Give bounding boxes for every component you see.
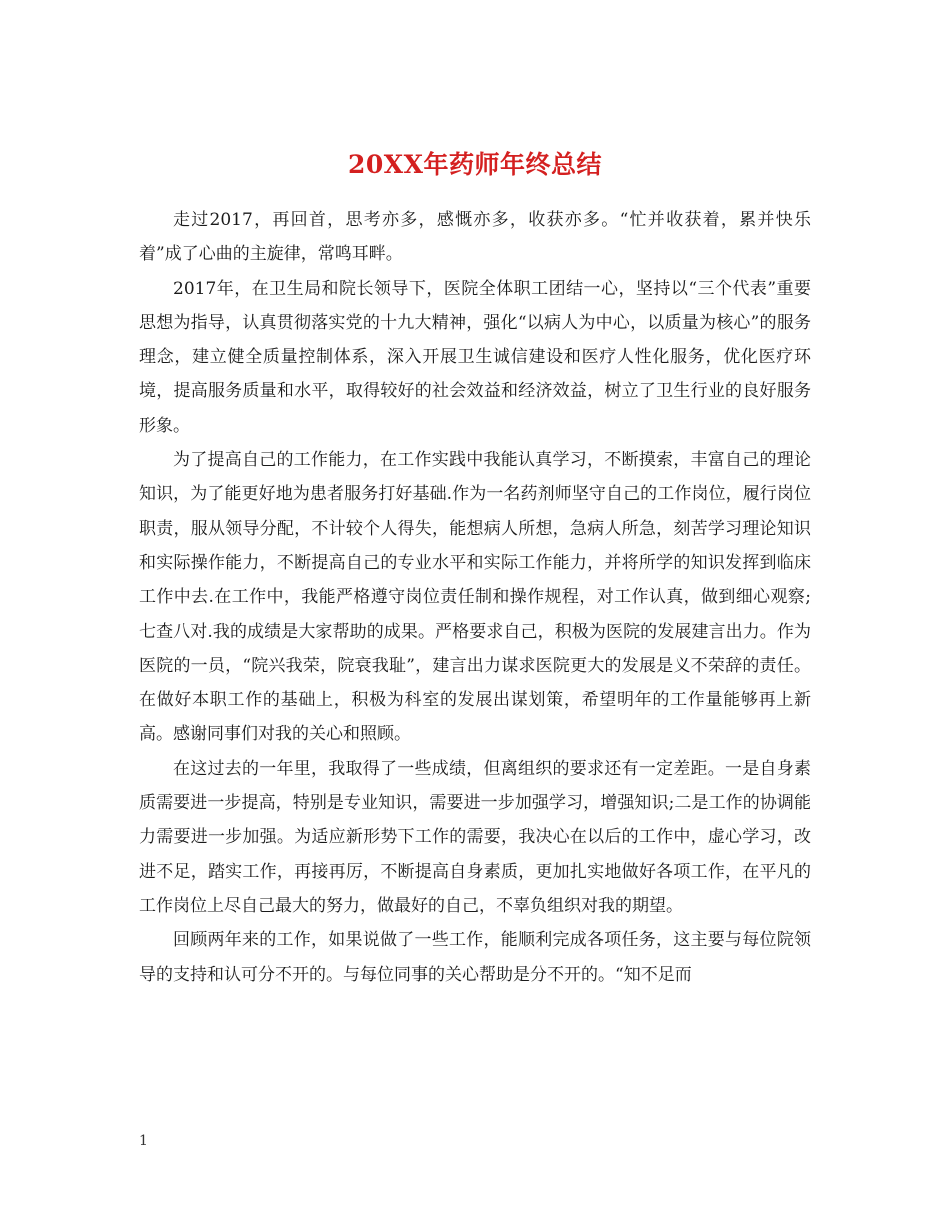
paragraph-3: 为了提高自己的工作能力，在工作实践中我能认真学习，不断摸索，丰富自己的理论知识，为了能更好地为患者服务打好基础.作为一名药剂师坚守自己的工作岗位，履行岗位职责，服从领导分配，不计较个人得失，能想病人所想，急病人所急，刻苦学习理论知识和实际操作能力，不断提高自己的专业水平和实际工作能力，并将所学的知识发挥到临床工作中去.在工作中，我能严格遵守岗位责任制和操作规程，对工作认真，做到细心观察;七查八对.我的成绩是大家帮助的成果。严格要求自己，积极为医院的发展建言出力。作为医院的一员，“院兴我荣，院衰我耻”，建言出力谋求医院更大的发展是义不荣辞的责任。在做好本职工作的基础上，积极为科室的发展出谋划策，希望明年的工作量能够再上新高。感谢同事们对我的关心和照顾。 [139, 450, 811, 745]
paragraph-4: 在这过去的一年里，我取得了一些成绩，但离组织的要求还有一定差距。一是自身素质需要进一步提高，特别是专业知识，需要进一步加强学习，增强知识;二是工作的协调能力需要进一步加强。为适应新形势下工作的需要，我决心在以后的工作中，虚心学习，改进不足，踏实工作，再接再厉，不断提高自身素质，更加扎实地做好各项工作，在平凡的工作岗位上尽自己最大的努力，做最好的自己，不辜负组织对我的期望。 [139, 758, 811, 916]
document-body [139, 203, 811, 992]
document-title: 20XX年药师年终总结 [347, 149, 603, 179]
paragraph-5: 回顾两年来的工作，如果说做了一些工作，能顺利完成各项任务，这主要与每位院领导的支持和认可分不开的。与每位同事的关心帮助是分不开的。“知不足而 [139, 930, 811, 985]
paragraph-2: 2017年，在卫生局和院长领导下，医院全体职工团结一心，坚持以“三个代表”重要思想为指导，认真贯彻落实党的十九大精神，强化“以病人为中心，以质量为核心”的服务理念，建立健全质量控制体系，深入开展卫生诚信建设和医疗人性化服务，优化医疗环境，提高服务质量和水平，取得较好的社会效益和经济效益，树立了卫生行业的良好服务形象。 [139, 278, 811, 436]
paragraph-1: 走过2017，再回首，思考亦多，感慨亦多，收获亦多。“忙并收获着，累并快乐着”成了心曲的主旋律，常鸣耳畔。 [139, 210, 811, 265]
page-number: 1 [139, 1133, 148, 1149]
